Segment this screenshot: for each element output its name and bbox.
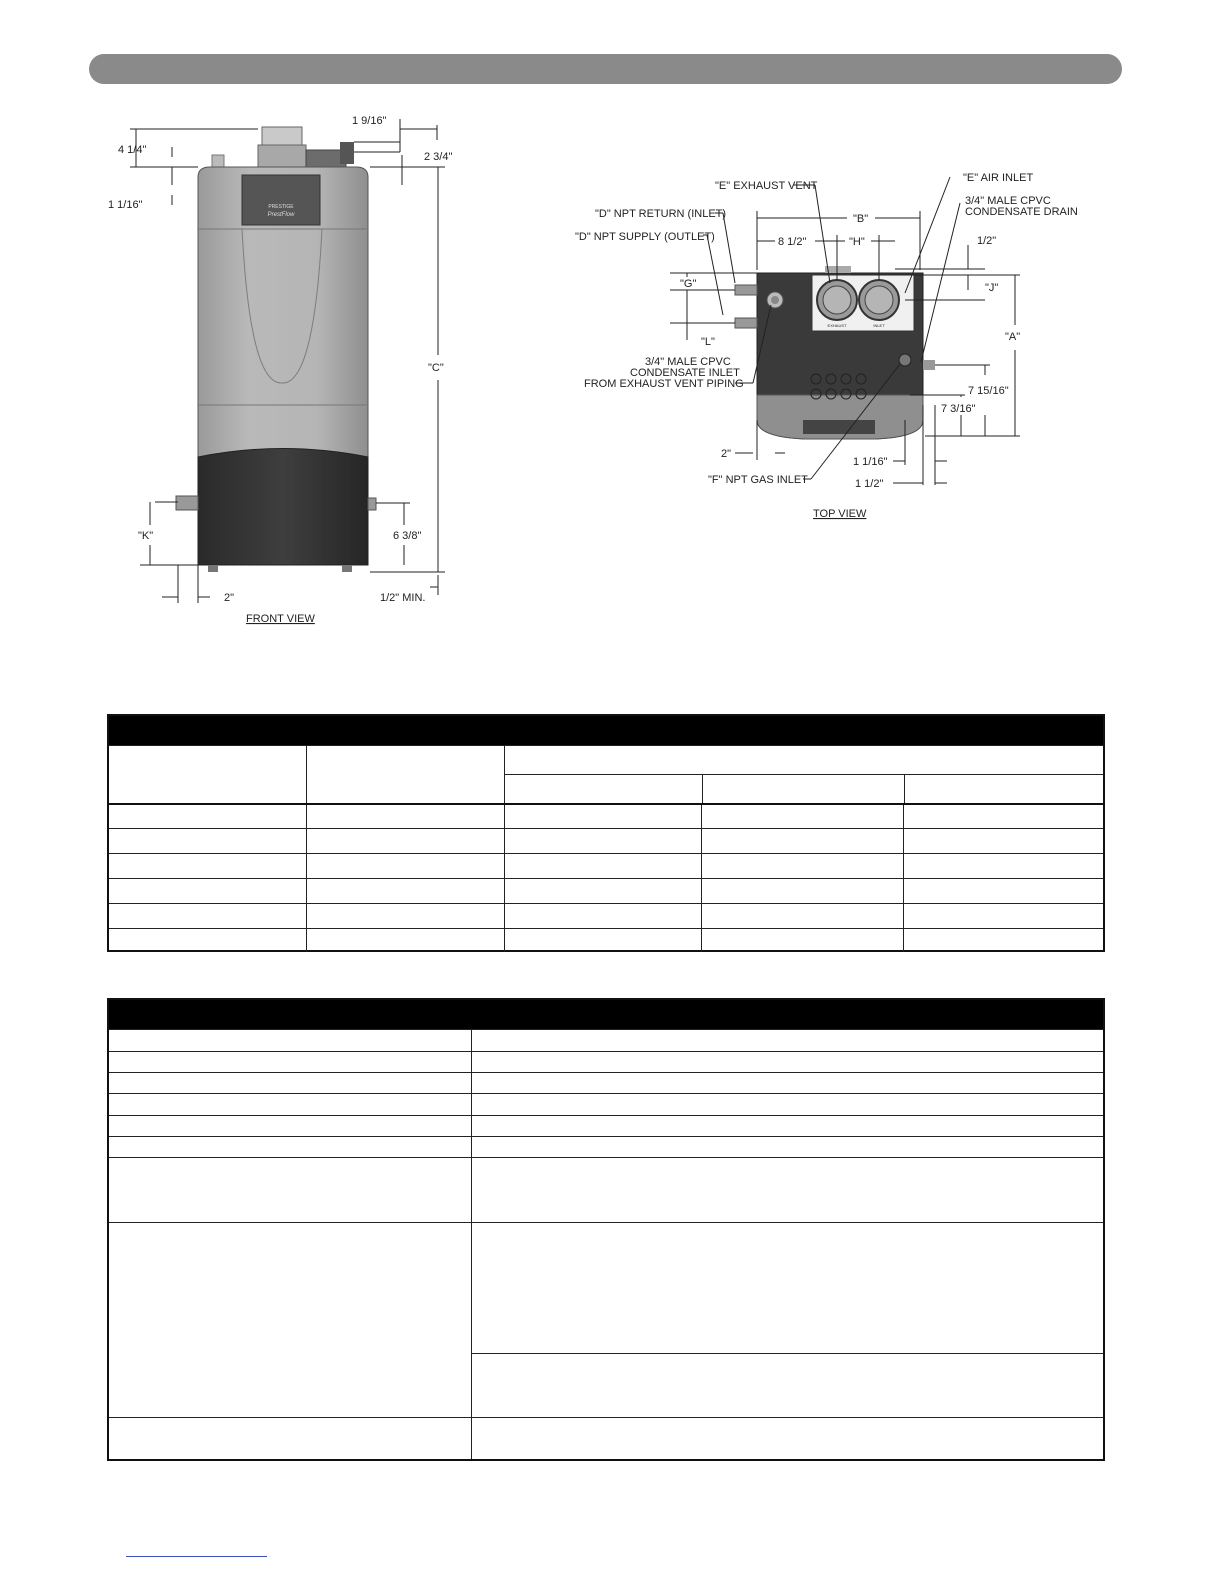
- table-cell: [471, 1137, 1103, 1157]
- table-row: [109, 1029, 1103, 1051]
- subheader-2: [702, 775, 904, 803]
- table-row: [109, 1093, 1103, 1115]
- dim-2: 2": [721, 448, 732, 460]
- column-header-group: [504, 746, 1103, 803]
- table-cell: [701, 929, 903, 952]
- table-row: [109, 928, 1103, 952]
- table-cell: [109, 1116, 471, 1136]
- top-pipe-stub: [825, 266, 851, 273]
- dim-7-3-16: 7 3/16": [941, 403, 976, 415]
- dim-j: "J": [985, 282, 999, 294]
- table-cell: [903, 829, 1103, 853]
- air-inlet-label: "E" AIR INLET: [963, 172, 1034, 184]
- table-cell: [109, 1418, 471, 1459]
- dim-1-1-16: 1 1/16": [853, 456, 888, 468]
- table-cell: [471, 1073, 1103, 1093]
- dim-2-3-4: 2 3/4": [424, 151, 453, 163]
- dim-2: 2": [224, 592, 235, 604]
- condensate-inlet-label-3: FROM EXHAUST VENT PIPING: [584, 378, 744, 390]
- table-cell: [109, 929, 306, 952]
- table-cell: [504, 805, 701, 828]
- table-cell: [504, 829, 701, 853]
- table-row: [109, 1115, 1103, 1136]
- table-cell: [504, 904, 701, 928]
- section-header-bar: [89, 54, 1122, 84]
- table-cell: [109, 1223, 471, 1417]
- table-cell: [471, 1052, 1103, 1072]
- table-cell: [109, 829, 306, 853]
- brand-text: PRESTIGE: [268, 204, 294, 210]
- condensate-drain-label-1: 3/4" MALE CPVC: [965, 195, 1051, 207]
- table-row: [109, 1157, 1103, 1222]
- table-cell: [504, 929, 701, 952]
- table-cell: [903, 929, 1103, 952]
- subheader-3: [904, 775, 1103, 803]
- table-subcell: [472, 1354, 1103, 1417]
- table-row: [109, 803, 1103, 828]
- dim-7-15-16: 7 15/16": [968, 385, 1009, 397]
- column-header-2: [306, 746, 504, 803]
- table-cell: [701, 879, 903, 903]
- side-port: [923, 360, 935, 370]
- table-subcell: [472, 1223, 1103, 1354]
- model-text: PrestFlow: [267, 212, 295, 218]
- column-subheaders: [505, 775, 1103, 803]
- table-row: [109, 1051, 1103, 1072]
- dim-b: "B": [853, 213, 869, 225]
- table-cell: [701, 854, 903, 878]
- table-cell: [471, 1030, 1103, 1051]
- table-cell: [109, 1073, 471, 1093]
- table-row: [109, 903, 1103, 928]
- dim-k: "K": [138, 530, 154, 542]
- table-cell: [903, 805, 1103, 828]
- top-view-front-tab: [803, 420, 875, 434]
- table-cell: [306, 879, 504, 903]
- specifications-table: [107, 998, 1105, 1461]
- subheader-1: [505, 775, 702, 803]
- top-view-caption: TOP VIEW: [813, 508, 867, 520]
- table-cell: [109, 879, 306, 903]
- dim-1-1-16: 1 1/16": [108, 199, 143, 211]
- dim-8-1-2: 8 1/2": [778, 236, 807, 248]
- condensate-fitting: [340, 142, 354, 164]
- table-cell: [504, 854, 701, 878]
- table-row: [109, 1136, 1103, 1157]
- condensate-inlet-label-2: CONDENSATE INLET: [630, 367, 740, 379]
- table-row: [109, 1072, 1103, 1093]
- table-cell: [903, 904, 1103, 928]
- condensate-inlet-fitting: [771, 296, 779, 304]
- dim-c: "C": [428, 362, 444, 374]
- condensate-drain-label-2: CONDENSATE DRAIN: [965, 206, 1078, 218]
- table-cell: [504, 879, 701, 903]
- table-cell: [109, 1137, 471, 1157]
- table-cell: [903, 854, 1103, 878]
- table-cell: [109, 854, 306, 878]
- table-row: [109, 1417, 1103, 1459]
- vent-collar-base: [258, 145, 306, 170]
- relief-stub: [212, 155, 224, 167]
- front-view-caption: FRONT VIEW: [246, 613, 315, 625]
- gas-inlet-label: "F" NPT GAS INLET: [708, 474, 808, 486]
- npt-supply-label: "D" NPT SUPPLY (OUTLET): [575, 231, 715, 243]
- table-cell: [471, 1158, 1103, 1222]
- specifications-table-header: [109, 1000, 1103, 1029]
- exhaust-port-inner: [823, 286, 851, 314]
- table-cell: [471, 1094, 1103, 1115]
- npt-return-label: "D" NPT RETURN (INLET): [595, 208, 727, 220]
- table-cell: [306, 929, 504, 952]
- table-cell: [471, 1418, 1103, 1459]
- table-row: [109, 853, 1103, 878]
- dim-1-9-16: 1 9/16": [352, 115, 387, 127]
- dim-6-3-8: 6 3/8": [393, 530, 422, 542]
- dim-half-min: 1/2" MIN.: [380, 592, 426, 604]
- base-enclosure: [198, 449, 368, 566]
- column-header-1: [109, 746, 306, 803]
- column-group-title: [505, 746, 1103, 775]
- table-cell: [306, 805, 504, 828]
- table-cell: [109, 1030, 471, 1051]
- table-cell: [306, 854, 504, 878]
- table-row: [109, 828, 1103, 853]
- dimensions-table-column-headers: [109, 745, 1103, 803]
- dim-1-1-2: 1 1/2": [855, 478, 884, 490]
- table-cell-split: [471, 1223, 1103, 1417]
- table-cell: [701, 805, 903, 828]
- exhaust-vent-label: "E" EXHAUST VENT: [715, 180, 818, 192]
- dim-h: "H": [849, 236, 865, 248]
- table-cell: [903, 879, 1103, 903]
- exhaust-tag: EXHAUST: [827, 323, 847, 328]
- right-foot: [342, 565, 352, 572]
- gas-inlet-fitting: [899, 354, 911, 366]
- table-cell: [109, 1094, 471, 1115]
- table-row: [109, 878, 1103, 903]
- dim-l: "L": [701, 336, 715, 348]
- table-cell: [109, 904, 306, 928]
- inlet-tag: INLET: [873, 323, 885, 328]
- dim-4-1-4: 4 1/4": [118, 144, 147, 156]
- condensate-inlet-label-1: 3/4" MALE CPVC: [645, 356, 731, 368]
- top-view-drawing: [575, 165, 1095, 525]
- table-cell: [701, 904, 903, 928]
- table-cell: [109, 805, 306, 828]
- table-cell: [109, 1158, 471, 1222]
- vent-collar: [262, 127, 302, 147]
- front-view-drawing: [100, 105, 480, 635]
- dimensions-table: [107, 714, 1105, 952]
- table-cell: [306, 829, 504, 853]
- table-cell: [306, 904, 504, 928]
- left-side-pipe: [176, 496, 198, 510]
- return-pipe: [735, 285, 757, 295]
- dim-half: 1/2": [977, 235, 997, 247]
- table-cell: [701, 829, 903, 853]
- table-row: [109, 1222, 1103, 1417]
- supply-pipe: [735, 318, 757, 328]
- table-cell: [109, 1052, 471, 1072]
- dimensions-table-header: [109, 716, 1103, 745]
- right-side-pipe: [368, 498, 376, 510]
- air-inlet-port-inner: [865, 286, 893, 314]
- dim-g: "G": [680, 278, 697, 290]
- table-cell: [471, 1116, 1103, 1136]
- left-foot: [208, 565, 218, 572]
- footer-link-underline[interactable]: [126, 1556, 267, 1557]
- dim-a: "A": [1005, 331, 1021, 343]
